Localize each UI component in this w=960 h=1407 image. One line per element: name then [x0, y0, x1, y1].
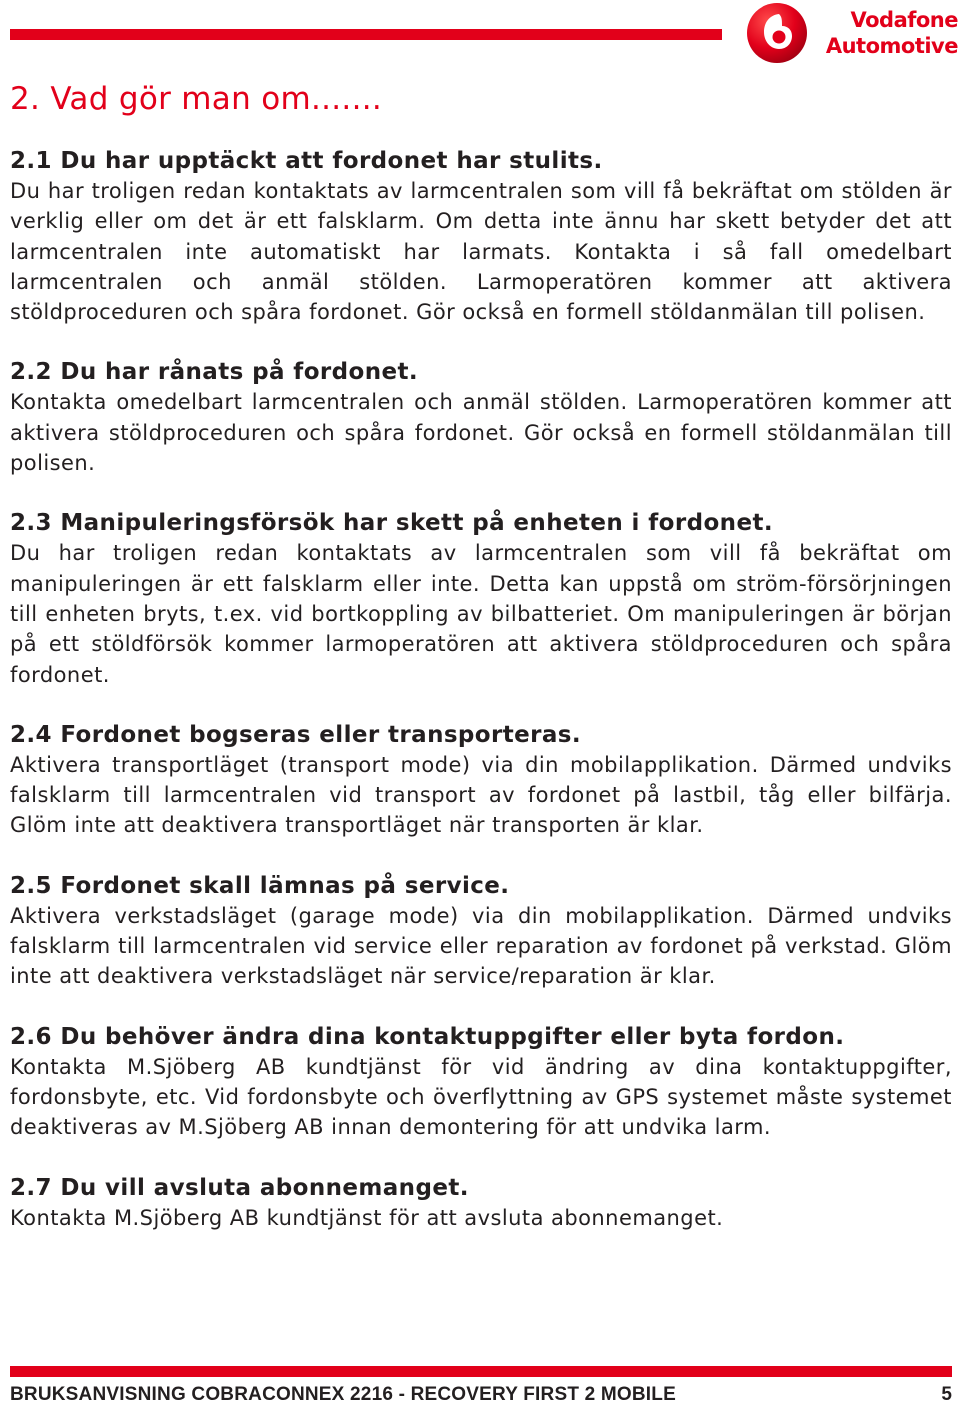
- section-2-6: [10, 1022, 952, 1143]
- logo-wordmark: [824, 7, 958, 59]
- section-text: Aktivera transportläget (transport mode) via din mobilapplikation. Därmed undviks falsklarm till larmcentralen vid transport av fordonet på lastbil, tåg eller bilfärja. Glöm inte att deaktivera transportläget när transporten är klar.: [10, 752, 952, 838]
- section-2-2: [10, 357, 952, 478]
- page-title: 2. Vad gör man om.......: [10, 81, 383, 117]
- page-number: 5: [941, 1384, 952, 1405]
- vodafone-speech-mark-icon: [746, 2, 808, 64]
- section-2-7: [10, 1173, 952, 1233]
- vodafone-automotive-logo: [746, 2, 958, 66]
- section-heading: 2.2 Du har rånats på fordonet.: [10, 359, 419, 386]
- section-text: Kontakta omedelbart larmcentralen och anmäl stölden. Larmoperatören kommer att aktivera stöldproceduren och spåra fordonet. Gör också en formell stöldanmälan till polisen.: [10, 390, 952, 476]
- section-heading: 2.6 Du behöver ändra dina kontaktuppgifter eller byta fordon.: [10, 1023, 845, 1050]
- section-heading: 2.5 Fordonet skall lämnas på service.: [10, 872, 510, 899]
- document-body: [10, 146, 952, 1263]
- logo-line-2: Automotive: [825, 34, 958, 58]
- section-text: Kontakta M.Sjöberg AB kundtjänst för vid ändring av dina kontaktuppgifter, fordonsbyte, etc. Vid fordonsbyte och överflyttning av GPS systemet måste systemet deaktiveras av M.Sjöberg AB innan demontering för att undvika larm.: [10, 1054, 952, 1140]
- section-2-5: [10, 871, 952, 992]
- section-heading: 2.3 Manipuleringsförsök har skett på enheten i fordonet.: [10, 510, 773, 537]
- section-text: Du har troligen redan kontaktats av larmcentralen som vill få bekräftat om manipuleringen är ett falsklarm eller inte. Detta kan uppstå om ström-försörjningen till enheten bryts, t.ex. vid bortkoppling av bilbatteriet. Om manipuleringen är början på ett stöldförsök kommer larmoperatören att aktivera stöldproceduren och spåra fordonet.: [10, 541, 952, 687]
- section-2-4: [10, 720, 952, 841]
- section-2-3: [10, 508, 952, 689]
- section-heading: 2.7 Du vill avsluta abonnemanget.: [10, 1174, 469, 1201]
- section-text: Kontakta M.Sjöberg AB kundtjänst för att avsluta abonnemanget.: [10, 1205, 724, 1230]
- section-2-1: [10, 146, 952, 327]
- section-heading: 2.4 Fordonet bogseras eller transporteras.: [10, 721, 582, 748]
- section-text: Aktivera verkstadsläget (garage mode) via din mobilapplikation. Därmed undviks falsklarm till larmcentralen vid service eller reparation av fordonet på verkstad. Glöm inte att deaktivera verkstadsläget när service/reparation är klar.: [10, 903, 952, 989]
- logo-line-1: Vodafone: [850, 8, 958, 32]
- header-accent-bar: [10, 29, 722, 40]
- footer-title: BRUKSANVISNING COBRACONNEX 2216 - RECOVERY FIRST 2 MOBILE: [10, 1384, 676, 1405]
- footer-accent-bar: [10, 1366, 952, 1377]
- section-text: Du har troligen redan kontaktats av larmcentralen som vill få bekräftat om stölden är verklig eller om det är ett falsklarm. Om detta inte ännu har skett betyder det att larmcentralen inte automatiskt har larmats. Kontakta i så fall omedelbart larmcentralen och anmäl stölden. Larmoperatören kommer att aktivera stöldproceduren och spåra fordonet. Gör också en formell stöldanmälan till polisen.: [10, 179, 952, 325]
- section-heading: 2.1 Du har upptäckt att fordonet har stulits.: [10, 148, 603, 174]
